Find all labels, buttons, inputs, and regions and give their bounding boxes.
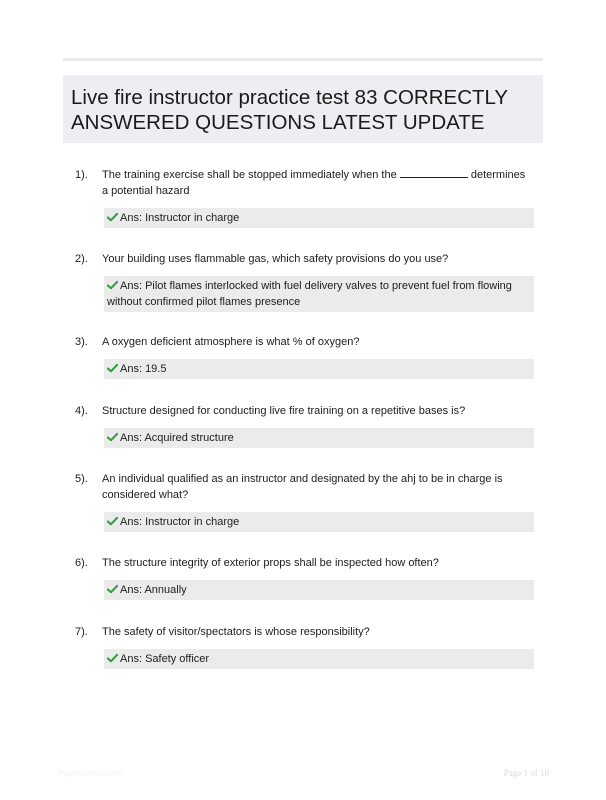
question-text-part: The training exercise shall be stopped immediately when the [102,169,397,181]
question-text: An individual qualified as an instructor and designated by the ahj to be in charge is considered what? [102,473,503,501]
checkmark-icon [107,280,118,290]
top-divider [63,58,543,61]
answer-box [104,276,534,312]
answer-text: Ans: Instructor in charge [120,212,240,224]
checkmark-icon [107,653,118,663]
answer-box [104,649,534,669]
checkmark-icon [107,432,118,442]
question-number: 6). [75,557,88,569]
question-number: 2). [75,253,88,265]
answer-box [104,208,534,228]
question-number: 7). [75,626,88,638]
answer-text: Ans: Acquired structure [120,432,234,444]
checkmark-icon [107,212,118,222]
answer-text: Ans: Annually [120,584,187,596]
answer-box [104,512,534,532]
question-text [102,167,534,199]
question-number: 5). [75,473,88,485]
footer-watermark: PaperStroc.com [58,768,123,778]
question-text: Structure designed for conducting live fire training on a repetitive bases is? [102,405,466,417]
answer-box [104,428,534,448]
answer-box [104,580,534,600]
question-text: The structure integrity of exterior props shall be inspected how often? [102,557,439,569]
question-text: Your building uses flammable gas, which safety provisions do you use? [102,253,449,265]
fill-in-blank [400,167,468,178]
checkmark-icon [107,584,118,594]
checkmark-icon [107,516,118,526]
document-title: Live fire instructor practice test 83 CORRECTLY ANSWERED QUESTIONS LATEST UPDATE [71,86,508,134]
question-number: 3). [75,336,88,348]
page-number: Page 1 of 10 [503,768,549,778]
answer-text: Ans: Instructor in charge [120,516,240,528]
answer-box [104,359,534,379]
answer-text: Ans: Safety officer [120,653,210,665]
question-number: 1). [75,169,88,181]
question-text: A oxygen deficient atmosphere is what % of oxygen? [102,336,360,348]
question-number: 4). [75,405,88,417]
title-banner [63,75,543,143]
question-text: The safety of visitor/spectators is whose responsibility? [102,626,370,638]
answer-text: Ans: Pilot flames interlocked with fuel delivery valves to prevent fuel from flowing without confirmed pilot flames presence [107,280,512,308]
checkmark-icon [107,363,118,373]
question-text-part: determines a potential hazard [102,169,526,197]
answer-text: Ans: 19.5 [120,363,167,375]
